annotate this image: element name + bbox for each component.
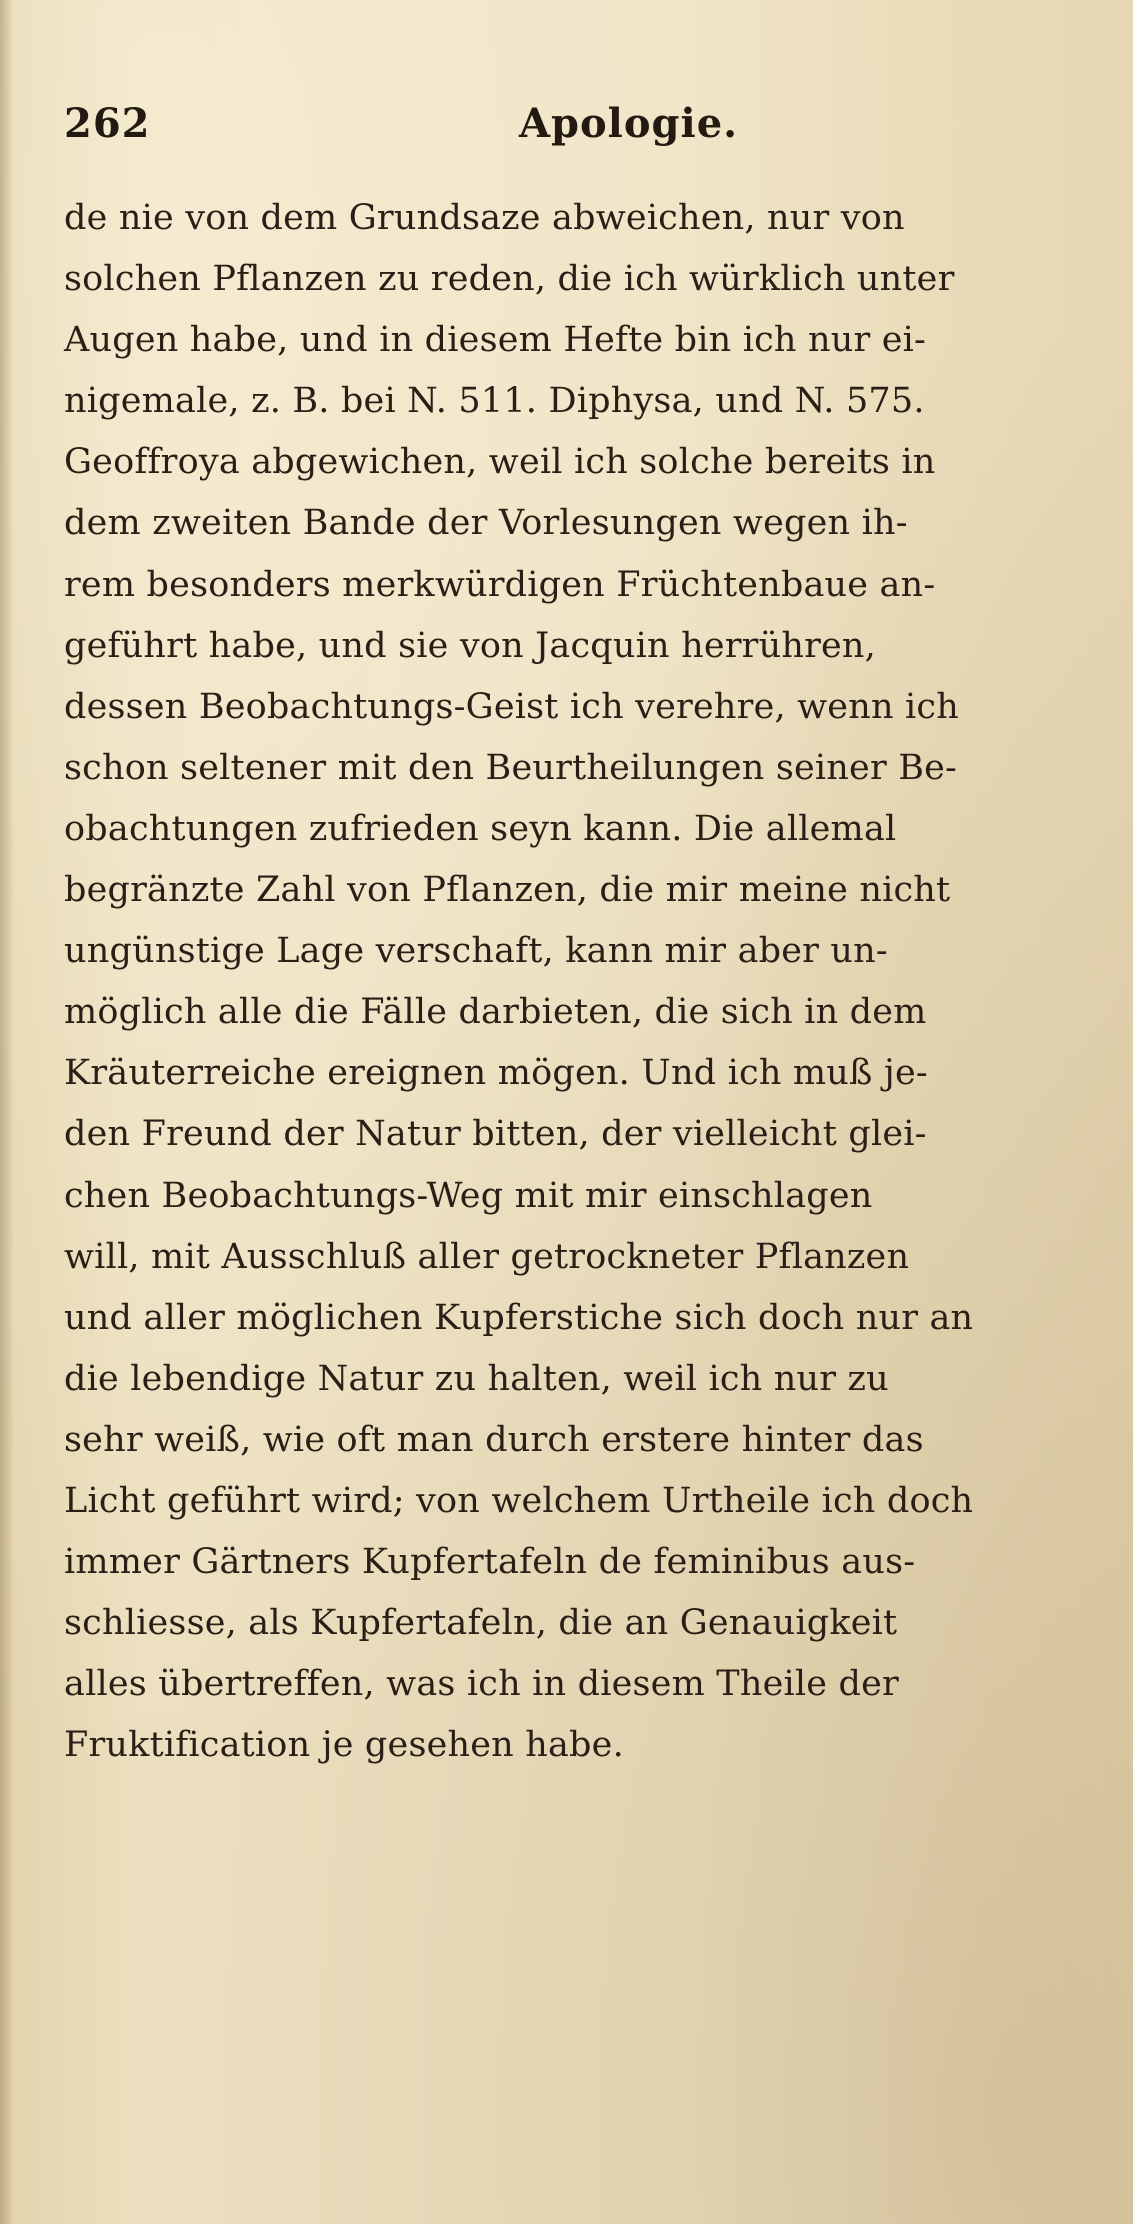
text-line: die lebendige Natur zu halten, weil ich nur zu [64,1358,889,1399]
page-number: 262 [64,100,151,147]
text-line: dem zweiten Bande der Vorlesungen wegen ih- [64,503,908,544]
page-header [64,100,1074,160]
text-line: dessen Beobachtungs-Geist ich verehre, wenn ich [64,686,959,727]
body-text [64,188,1124,1776]
text-line: will, mit Ausschluß aller getrockneter Pflanzen [64,1236,910,1277]
text-line: den Freund der Natur bitten, der vielleicht glei- [64,1114,927,1155]
text-line: chen Beobachtungs-Weg mit mir einschlagen [64,1175,873,1216]
text-line: möglich alle die Fälle darbieten, die sich in dem [64,992,927,1033]
text-line: sehr weiß, wie oft man durch erstere hinter das [64,1419,924,1460]
text-line: nigemale, z. B. bei N. 511. Diphysa, und N. 575. [64,381,925,422]
text-line: obachtungen zufrieden seyn kann. Die allemal [64,808,897,849]
running-head: Apologie. [519,100,739,147]
text-line: Fruktification je gesehen habe. [64,1725,624,1766]
gutter-shadow [0,0,14,2224]
text-line: Geoffroya abgewichen, weil ich solche bereits in [64,442,936,483]
text-line: de nie von dem Grundsaze abweichen, nur von [64,198,905,238]
text-line: Augen habe, und in diesem Hefte bin ich nur ei- [64,320,927,361]
text-line: ungünstige Lage verschaft, kann mir aber un- [64,931,888,972]
text-line: Kräuterreiche ereignen mögen. Und ich muß je- [64,1053,928,1094]
text-line: schon seltener mit den Beurtheilungen seiner Be- [64,747,958,788]
text-line: und aller möglichen Kupferstiche sich doch nur an [64,1297,974,1338]
text-line: schliesse, als Kupfertafeln, die an Genauigkeit [64,1603,898,1644]
text-line: alles übertreffen, was ich in diesem Theile der [64,1664,899,1705]
text-line: rem besonders merkwürdigen Früchtenbaue an- [64,564,936,605]
text-line: Licht geführt wird; von welchem Urtheile ich doch [64,1480,974,1521]
text-line: begränzte Zahl von Pflanzen, die mir meine nicht [64,870,951,911]
text-line: immer Gärtners Kupfertafeln de feminibus aus- [64,1542,916,1583]
text-line: solchen Pflanzen zu reden, die ich würklich unter [64,259,955,300]
text-line: geführt habe, und sie von Jacquin herrühren, [64,625,876,666]
